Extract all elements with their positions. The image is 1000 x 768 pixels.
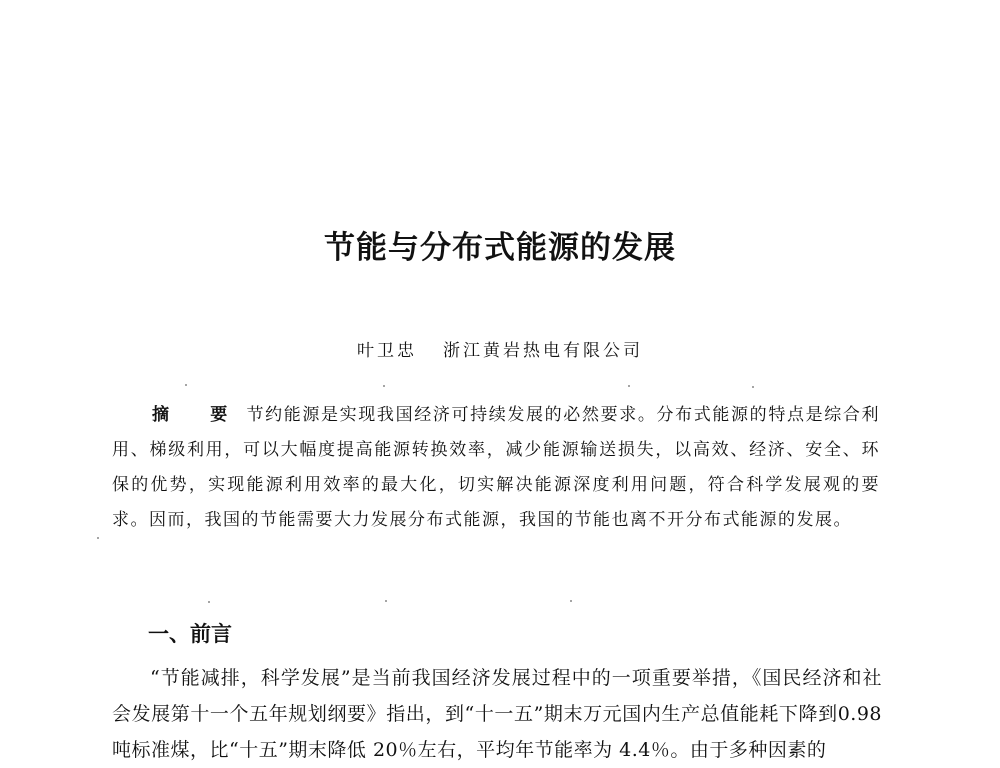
- scan-speck: [385, 600, 387, 602]
- scan-speck: [383, 385, 385, 387]
- abstract: [112, 398, 880, 538]
- scan-speck: [628, 385, 630, 387]
- paper-title: 节能与分布式能源的发展: [324, 230, 676, 266]
- section-body: “节能减排，科学发展”是当前我国经济发展过程中的一项重要举措，《国民经济和社会发展第十一个五年规划纲要》指出，到“十一五”期末万元国内生产总值能耗下降到0.98 吨标准煤，比“十五”期末降低 20％左右，平均年节能率为 4.4％。由于多种因素的: [112, 667, 882, 761]
- scan-speck: [185, 384, 187, 386]
- byline: [0, 336, 1000, 361]
- scan-speck: [752, 386, 754, 388]
- scan-speck: [570, 600, 572, 602]
- abstract-label: 摘 要: [152, 405, 240, 425]
- author-name: 叶卫忠: [357, 341, 417, 361]
- abstract-text: 节约能源是实现我国经济可持续发展的必然要求。分布式能源的特点是综合利用、梯级利用，可以大幅度提高能源转换效率，减少能源输送损失，以高效、经济、安全、环保的优势，实现能源利用效率的最大化，切实解决能源深度利用问题，符合科学发展观的要求。因而，我国的节能需要大力发展分布式能源，我国的节能也离不开分布式能源的发展。: [112, 405, 881, 530]
- author-affiliation: 浙江黄岩热电有限公司: [443, 341, 643, 361]
- scan-speck: [208, 601, 210, 603]
- section-heading: 一、前言: [148, 622, 232, 646]
- scan-speck: [97, 537, 99, 539]
